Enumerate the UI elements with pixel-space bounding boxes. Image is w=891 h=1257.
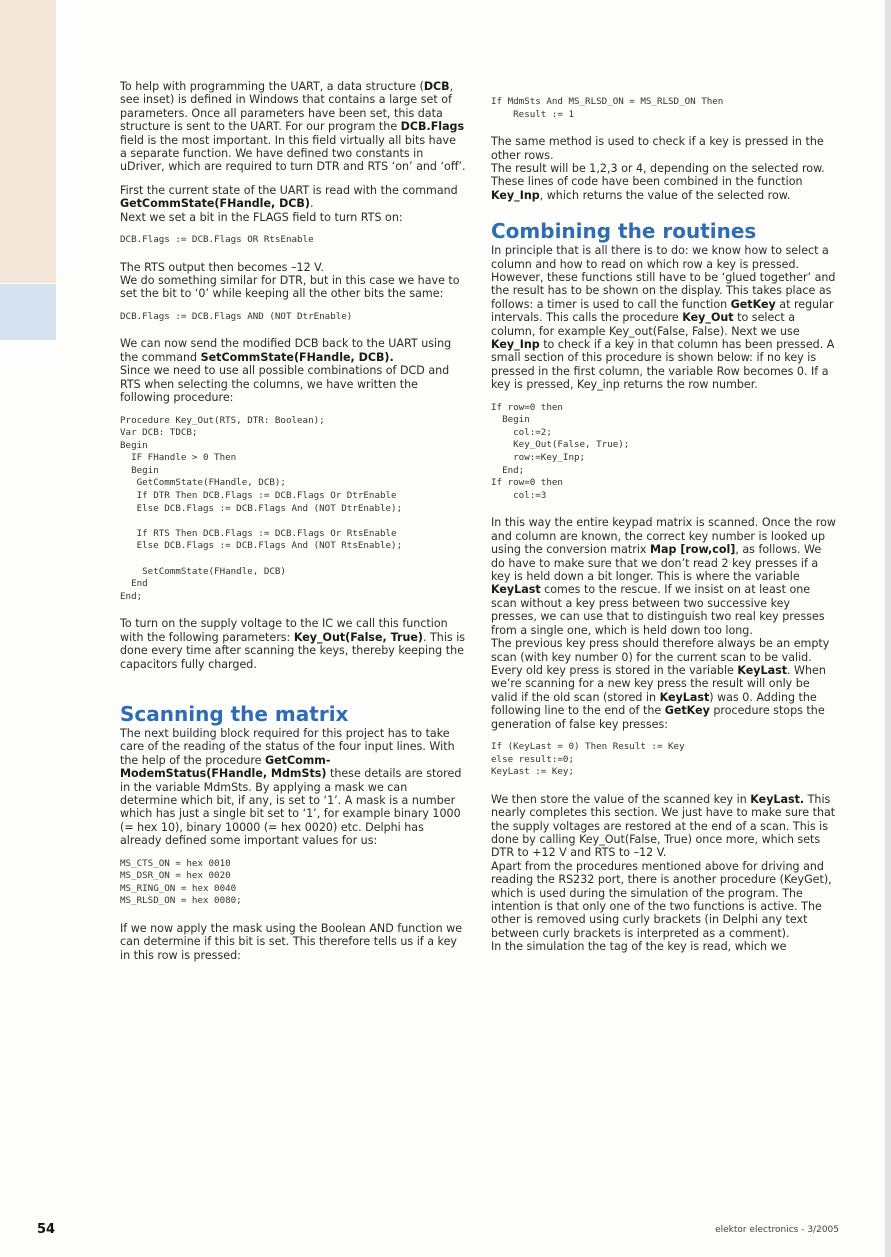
paragraph: These lines of code have been combined in the function Key_Inp, which returns the value of the selected row. — [491, 175, 803, 202]
code-block: MS_CTS_ON = hex 0010 MS_DSR_ON = hex 0020 MS_RING_ON = hex 0040 MS_RLSD_ON = hex 0080; — [120, 857, 242, 907]
paragraph: Every old key press is stored in the variable KeyLast. When we’re scanning for a new key press the result will only be valid if the old scan (stored in KeyLast) was 0. Adding the following line to the end of the GetKey procedure stops the generation of false key presses: — [491, 663, 826, 731]
paragraph: We do something similar for DTR, but in this case we have to set the bit to ‘0’ while keeping all the other bits the same: — [120, 274, 460, 301]
left-margin-tint — [0, 0, 56, 283]
code-block: Procedure Key_Out(RTS, DTR: Boolean); Var DCB: TDCB; Begin IF FHandle > 0 Then Begin GetCommState(FHandle, DCB); If DTR Then DCB.Flags := DCB.Flags Or DtrEnable Else DCB.Flags := DCB.Flags And (NOT DtrEnable); If RTS Then DCB.Flags := DCB.Flags Or RtsEnable Else DCB.Flags := DCB.Flags And (NOT RtsEnable); SetCommState(FHandle, DCB) End End; — [120, 414, 403, 602]
paragraph: The same method is used to check if a key is pressed in the other rows. — [491, 135, 824, 162]
code-block: DCB.Flags := DCB.Flags AND (NOT DtrEnable) — [120, 310, 353, 322]
paragraph: Next we set a bit in the FLAGS field to turn RTS on: — [120, 210, 403, 224]
paragraph: Since we need to use all possible combinations of DCD and RTS when selecting the columns, we have written the following procedure: — [120, 364, 450, 405]
code-block: DCB.Flags := DCB.Flags OR RtsEnable — [120, 234, 314, 246]
footer-publication: elektor electronics - 3/2005 — [715, 1225, 839, 1235]
paragraph: If we now apply the mask using the Boolean AND function we can determine if this bit is set. This therefore tells us if a key in this row is pressed: — [120, 922, 463, 962]
right-column — [491, 80, 837, 964]
paragraph: In this way the entire keypad matrix is scanned. Once the row and column are known, the correct key number is looked up using the conversion matrix Map [row,col], as follows. We do have to make sure that we don’t read 2 key presses if a key is held down a bit longer. This is where the variable KeyLast comes to the rescue. If we insist on at least one scan without a key press between two successive key presses, we can use that to distinguish two real key presses from a single one, which is held down too long. — [491, 516, 836, 637]
page-number: 54 — [37, 1222, 56, 1237]
paragraph: The next building block required for this project has to take care of the reading of the status of the four input lines. With the help of the procedure GetComm-ModemStatus(FHandle, MdmSts) these details are stored in the variable MdmSts. By applying a mask we can determine which bit, if any, is set to ‘1’. A mask is a number which has just a single bit set to ‘1’, for example binary 1000 (= hex 10), binary 10000 (= hex 0020) etc. Delphi has already defined some important values for us: — [120, 727, 462, 848]
left-column — [120, 80, 466, 972]
paragraph: We can now send the modified DCB back to the UART using the command SetCommState(FHandle, DCB). — [120, 337, 452, 364]
paragraph: In the simulation the tag of the key is read, which we — [491, 940, 787, 954]
paragraph: The result will be 1,2,3 or 4, depending on the selected row. — [491, 162, 825, 175]
paragraph: Apart from the procedures mentioned above for driving and reading the RS232 port, there is another procedure (KeyGet), which is used during the simulation of the program. The intention is that only one of the two functions is active. The other is removed using curly brackets (in Delphi any text between curly brackets is interpreted as a comment). — [491, 859, 832, 940]
right-page-edge — [885, 0, 891, 1257]
code-block: If MdmSts And MS_RLSD_ON = MS_RLSD_ON Then Result := 1 — [491, 96, 724, 120]
paragraph: In principle that is all there is to do: we know how to select a column and how to read on which row a key is pressed. However, these functions still have to be ‘glued together’ and the result has to be shown on the display. This takes place as follows: a timer is used to call the function GetKey at regular intervals. This calls the procedure Key_Out to select a column, for example Key_out(False, False). Next we use Key_Inp to check if a key in that column has been pressed. A small section of this procedure is shown below: if no key is pressed in the first column, the variable Row becomes 0. If a key is pressed, Key_inp returns the row number. — [491, 244, 836, 392]
paragraph: First the current state of the UART is read with the command GetCommState(FHandle, DCB). — [120, 183, 458, 211]
paragraph: To turn on the supply voltage to the IC we call this function with the following parameters: Key_Out(False, True). This is done every time after scanning the keys, thereby keeping the capacitors fully charged. — [120, 617, 466, 671]
left-margin-blue-block — [0, 284, 56, 340]
paragraph: The previous key press should therefore always be an empty scan (with key number 0) for the current scan to be valid. — [491, 637, 830, 664]
code-block: If (KeyLast = 0) Then Result := Key else result:=0; KeyLast := Key; — [491, 740, 685, 778]
code-block: If row=0 then Begin col:=2; Key_Out(False, True); row:=Key_Inp; End; If row=0 then col:=3 — [491, 401, 630, 501]
section-heading: Combining the routines — [491, 219, 757, 244]
section-heading: Scanning the matrix — [120, 702, 349, 727]
paragraph: To help with programming the UART, a data structure (DCB, see inset) is defined in Windows that contains a large set of parameters. Once all parameters have been set, this data structure is sent to the UART. For our program the DCB.Flags field is the most important. In this field virtually all bits have a separate function. We have defined two constants in uDriver, which are required to turn DTR and RTS ‘on’ and ‘off’. — [120, 80, 466, 174]
paragraph: The RTS output then becomes –12 V. — [120, 260, 324, 274]
paragraph: We then store the value of the scanned key in KeyLast. This nearly completes this section. We just have to make sure that the supply voltages are restored at the end of a scan. This is done by calling Key_Out(False, True) once more, which sets DTR to +12 V and RTS to –12 V. — [491, 792, 836, 860]
